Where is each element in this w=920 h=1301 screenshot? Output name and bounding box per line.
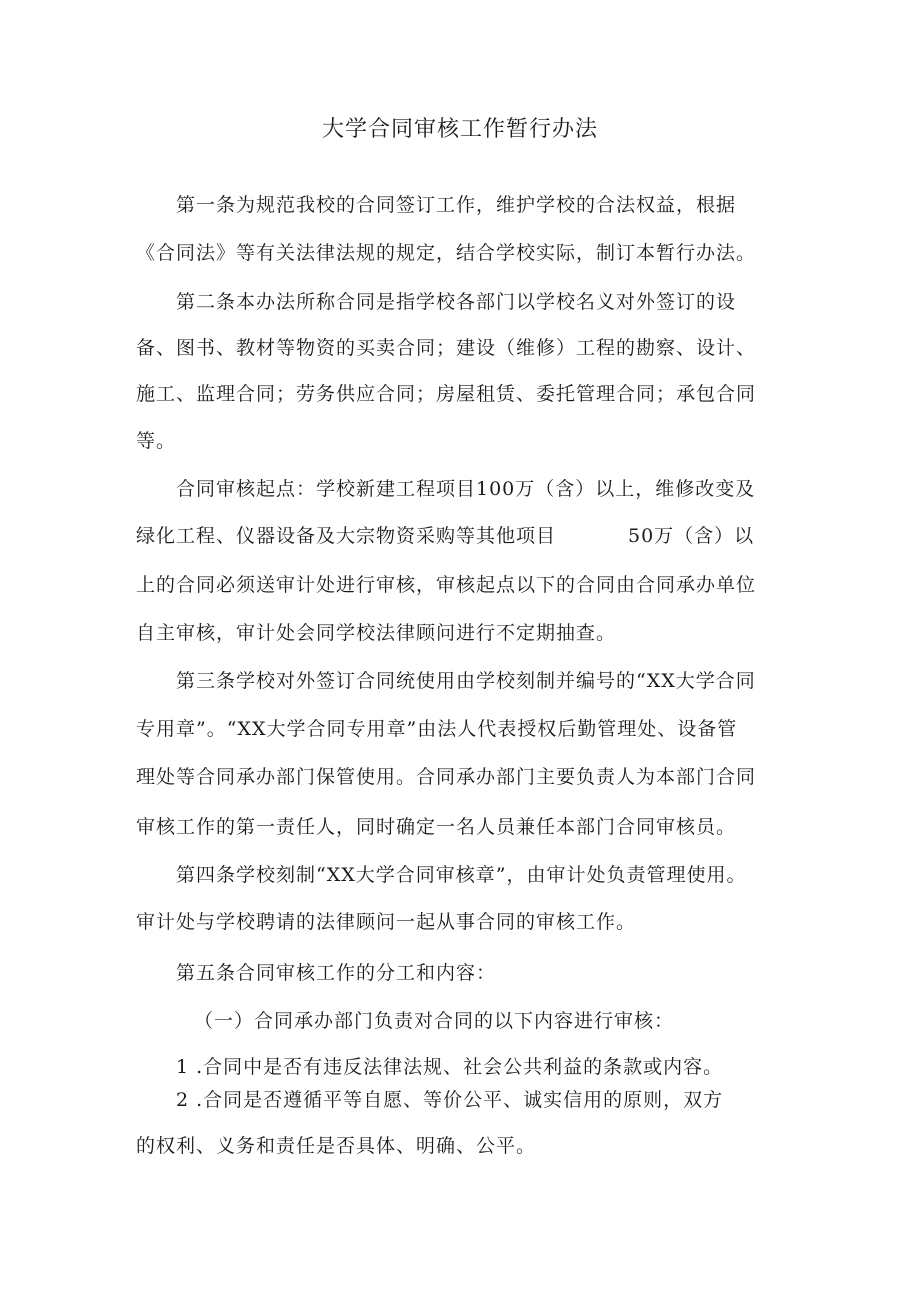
text-line: 第一条为规范我校的合同签订工作，维护学校的合法权益，根据	[176, 194, 737, 216]
text-line: 理处等合同承办部门保管使用。合同承办部门主要负责人为本部门合同	[136, 766, 757, 788]
text-line: 备、图书、教材等物资的买卖合同；建设（维修）工程的勘察、设计、	[136, 337, 757, 359]
text-line: 自主审核，审计处会同学校法律顾问进行不定期抽查。	[136, 622, 617, 644]
text-line: 审核工作的第一责任人，同时确定一名人员兼任本部门合同审核员。	[136, 816, 737, 838]
text-line: 的权利、义务和责任是否具体、明确、公平。	[136, 1135, 537, 1157]
text-line: 第四条学校刻制“XX大学合同审核章”，由审计处负责管理使用。	[176, 864, 747, 886]
text-line: 绿化工程、仪器设备及大宗物资采购等其他项目	[136, 525, 557, 547]
text-line: 《合同法》等有关法律法规的规定，结合学校实际，制订本暂行办法。	[136, 242, 757, 264]
text-line: 上的合同必须送审计处进行审核，审核起点以下的合同由合同承办单位	[136, 574, 757, 596]
text-line: 50万（含）以	[628, 525, 755, 547]
text-line: 第五条合同审核工作的分工和内容：	[176, 962, 497, 984]
text-line: 合同审核起点：学校新建工程项目100万（含）以上，维修改变及	[176, 478, 756, 500]
document-title: 大学合同审核工作暂行办法	[321, 117, 598, 142]
text-line: 第三条学校对外签订合同统使用由学校刻制并编号的“XX大学合同	[176, 670, 756, 692]
text-line: 审计处与学校聘请的法律顾问一起从事合同的审核工作。	[136, 911, 637, 933]
text-line: 2 .合同是否遵循平等自愿、等价公平、诚实信用的原则，双方	[176, 1089, 724, 1111]
text-line: （一）合同承办部门负责对合同的以下内容进行审核：	[194, 1010, 675, 1032]
text-line: 专用章”。“XX大学合同专用章”由法人代表授权后勤管理处、设备管	[136, 718, 738, 740]
text-line: 施工、监理合同；劳务供应合同；房屋租赁、委托管理合同；承包合同	[136, 383, 757, 405]
text-line: 第二条本办法所称合同是指学校各部门以学校名义对外签订的设	[176, 291, 737, 313]
text-line: 等。	[136, 430, 177, 452]
text-line: 1 .合同中是否有违反法律法规、社会公共利益的条款或内容。	[176, 1056, 724, 1078]
